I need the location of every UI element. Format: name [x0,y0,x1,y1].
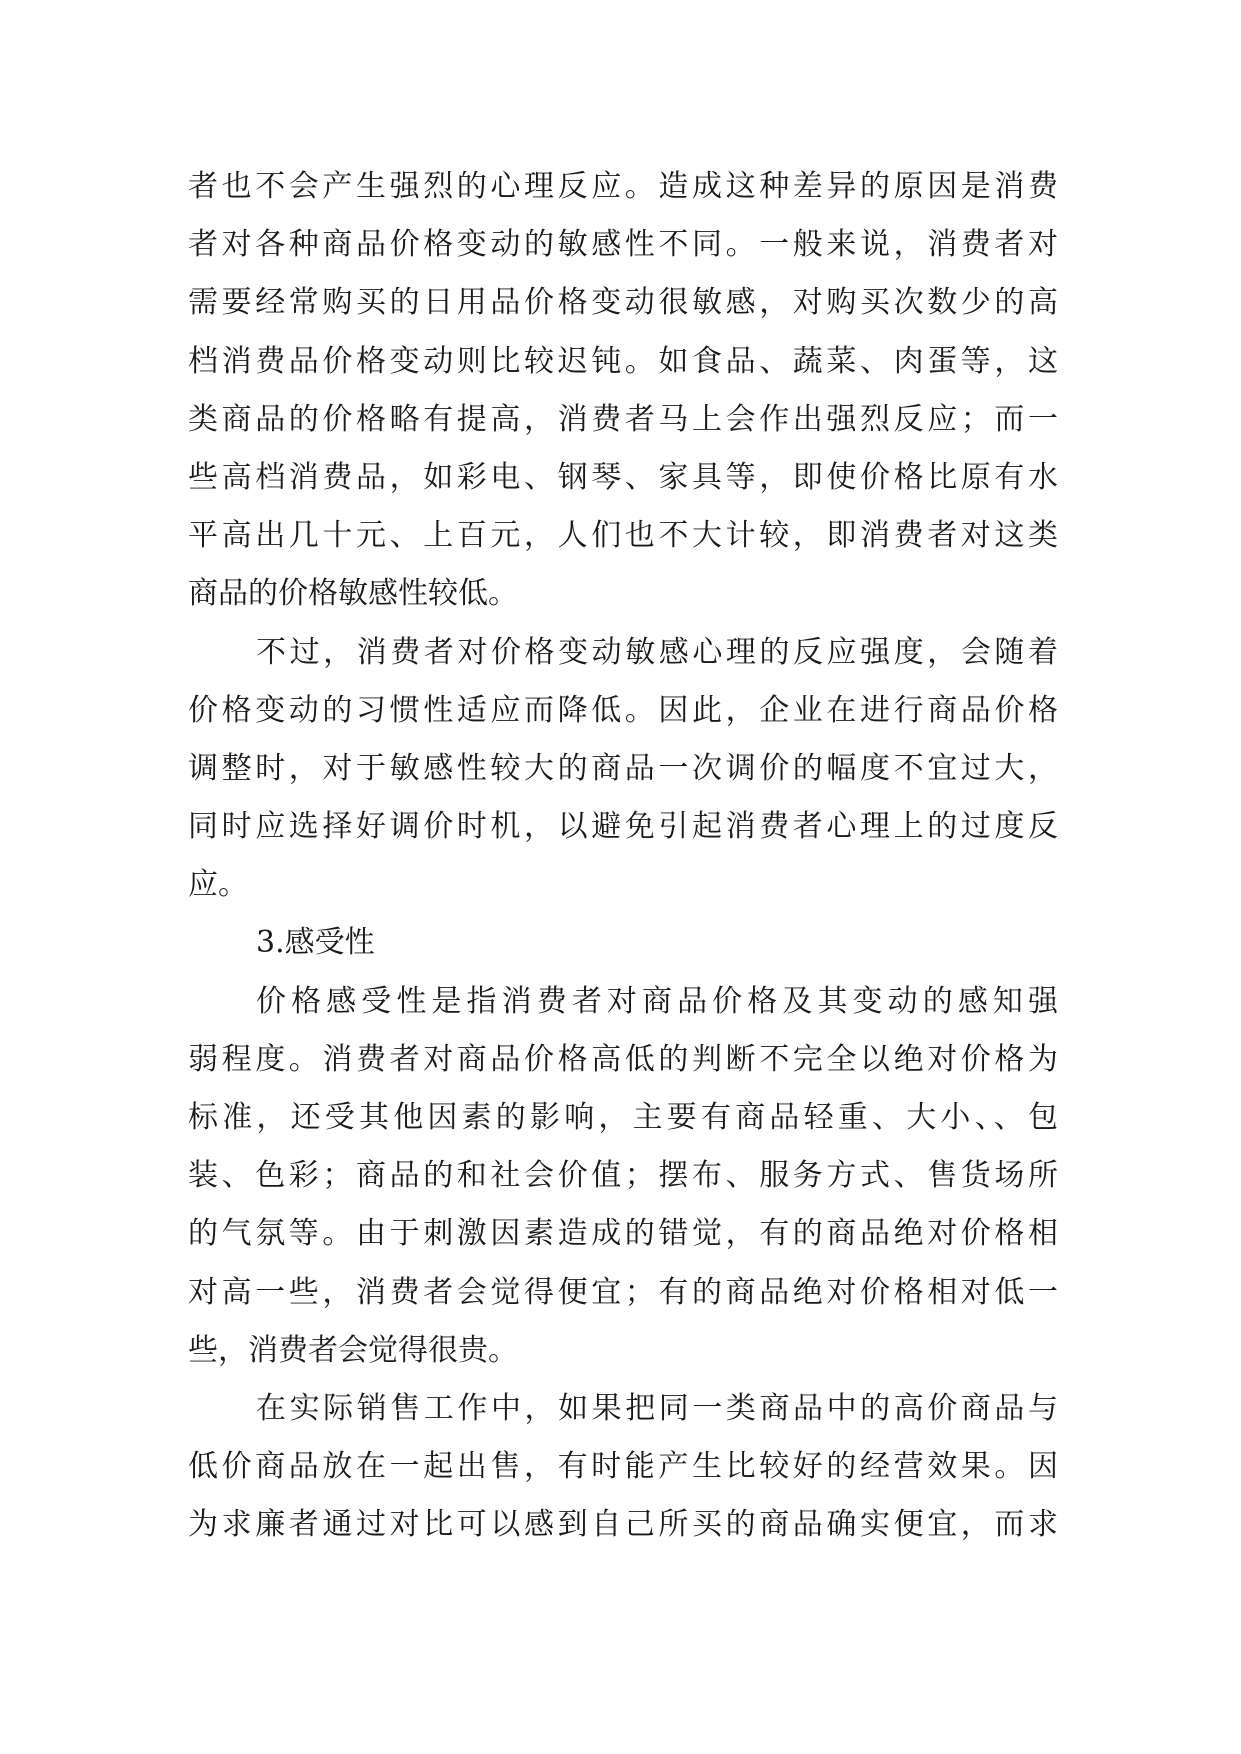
text-line: 平高出几十元、上百元，人们也不大计较，即消费者对这类 [188,518,1058,554]
paragraph-first-line: 在实际销售工作中，如果把同一类商品中的高价商品与 [256,1390,1058,1426]
section-heading: 3.感受性 [256,925,375,961]
text-line: 需要经常购买的日用品价格变动很敏感，对购买次数少的高 [188,285,1058,321]
text-line: 些，消费者会觉得很贵。 [188,1332,518,1368]
paragraph-first-line: 不过，消费者对价格变动敏感心理的反应强度，会随着 [256,634,1058,670]
paragraph-first-line: 价格感受性是指消费者对商品价格及其变动的感知强 [256,983,1058,1019]
text-line: 者对各种商品价格变动的敏感性不同。一般来说，消费者对 [188,227,1058,263]
text-line: 为求廉者通过对比可以感到自己所买的商品确实便宜，而求 [188,1507,1058,1543]
text-line: 同时应选择好调价时机，以避免引起消费者心理上的过度反 [188,809,1058,845]
text-line: 些高档消费品，如彩电、钢琴、家具等，即使价格比原有水 [188,459,1058,495]
text-line: 类商品的价格略有提高，消费者马上会作出强烈反应；而一 [188,401,1058,437]
text-line: 调整时，对于敏感性较大的商品一次调价的幅度不宜过大， [188,750,1058,786]
text-line: 装、色彩；商品的和社会价值；摆布、服务方式、售货场所 [188,1158,1058,1194]
text-line: 低价商品放在一起出售，有时能产生比较好的经营效果。因 [188,1449,1058,1485]
text-line: 者也不会产生强烈的心理反应。造成这种差异的原因是消费 [188,169,1058,204]
text-line: 价格变动的习惯性适应而降低。因此，企业在进行商品价格 [188,692,1058,728]
text-line: 对高一些，消费者会觉得便宜；有的商品绝对价格相对低一 [188,1274,1058,1310]
body-text [188,158,1058,1555]
text-line: 的气氛等。由于刺激因素造成的错觉，有的商品绝对价格相 [188,1216,1058,1252]
text-line: 档消费品价格变动则比较迟钝。如食品、蔬菜、肉蛋等，这 [188,343,1058,379]
text-line: 商品的价格敏感性较低。 [188,576,518,612]
text-line: 应。 [188,867,248,903]
text-line: 弱程度。消费者对商品价格高低的判断不完全以绝对价格为 [188,1041,1058,1077]
text-line: 标准，还受其他因素的影响，主要有商品轻重、大小、、包 [188,1100,1058,1135]
